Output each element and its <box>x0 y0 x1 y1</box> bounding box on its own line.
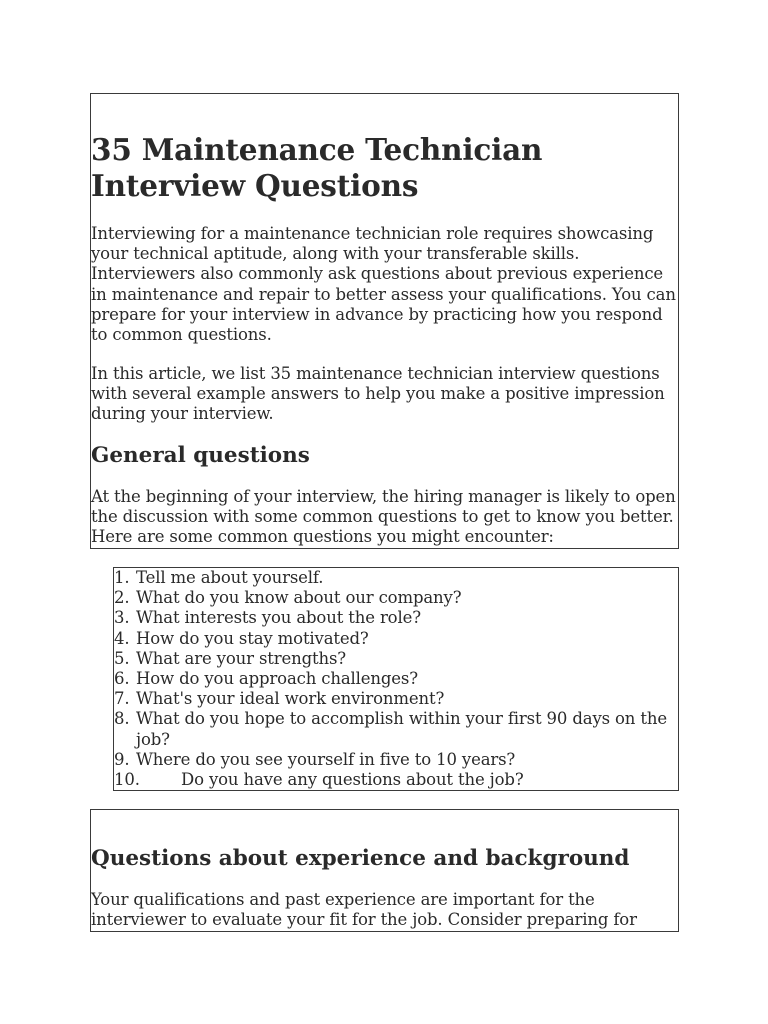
list-item-text: What are your strengths? <box>136 648 346 668</box>
section-heading-general: General questions <box>91 443 310 468</box>
list-item <box>114 709 679 749</box>
list-item-number: 6. <box>114 669 130 689</box>
list-item <box>114 649 679 669</box>
article-title: 35 Maintenance Technician Interview Questions <box>91 132 543 203</box>
list-item-number: 5. <box>114 648 130 668</box>
list-item-number: 1. <box>114 568 130 587</box>
list-item <box>114 750 679 770</box>
list-item-number: 7. <box>114 689 130 709</box>
list-item <box>114 689 679 709</box>
questions-list-box <box>113 567 679 791</box>
intro-section <box>90 93 679 549</box>
list-item-text: Tell me about yourself. <box>136 568 324 587</box>
list-item <box>114 669 679 689</box>
intro-paragraph: Interviewing for a maintenance technician role requires showcasing your technical aptitude, along with your transferable skills. Interviewers also commonly ask questions about previous experience in maintenance and repair to better assess your qualifications. You can prepare for your interview in advance by practicing how you respond to common questions. <box>91 224 676 345</box>
list-item-text: Where do you see yourself in five to 10 years? <box>136 749 516 769</box>
list-item-text: How do you stay motivated? <box>136 628 369 648</box>
list-item <box>114 608 679 628</box>
list-item-text: What do you know about our company? <box>136 588 462 608</box>
list-item-number: 10. <box>114 770 140 790</box>
intro-paragraph: In this article, we list 35 maintenance technician interview questions with several example answers to help you make a positive impression during your interview. <box>91 364 665 424</box>
section-paragraph-experience: Your qualifications and past experience are important for the interviewer to evaluate your fit for the job. Consider preparing for <box>91 890 637 930</box>
general-questions-list <box>114 568 679 790</box>
section-paragraph-general: At the beginning of your interview, the hiring manager is likely to open the discussion with some common questions to get to know you better. Here are some common questions you might encounter: <box>91 487 676 547</box>
list-item-text: What's your ideal work environment? <box>136 689 445 709</box>
section-heading-experience: Questions about experience and background <box>91 846 630 871</box>
list-item-text: How do you approach challenges? <box>136 669 418 689</box>
list-item-text: What do you hope to accomplish within your first 90 days on the job? <box>136 709 667 749</box>
list-item-number: 4. <box>114 628 130 648</box>
list-item-text: Do you have any questions about the job? <box>181 770 524 790</box>
list-item <box>114 568 679 588</box>
list-item-text: What interests you about the role? <box>136 608 421 628</box>
list-item-number: 9. <box>114 749 130 769</box>
list-item-number: 8. <box>114 709 130 729</box>
list-item <box>114 629 679 649</box>
list-item <box>114 770 679 790</box>
list-item-number: 2. <box>114 588 130 608</box>
list-item-number: 3. <box>114 608 130 628</box>
experience-section <box>90 809 679 932</box>
list-item <box>114 588 679 608</box>
